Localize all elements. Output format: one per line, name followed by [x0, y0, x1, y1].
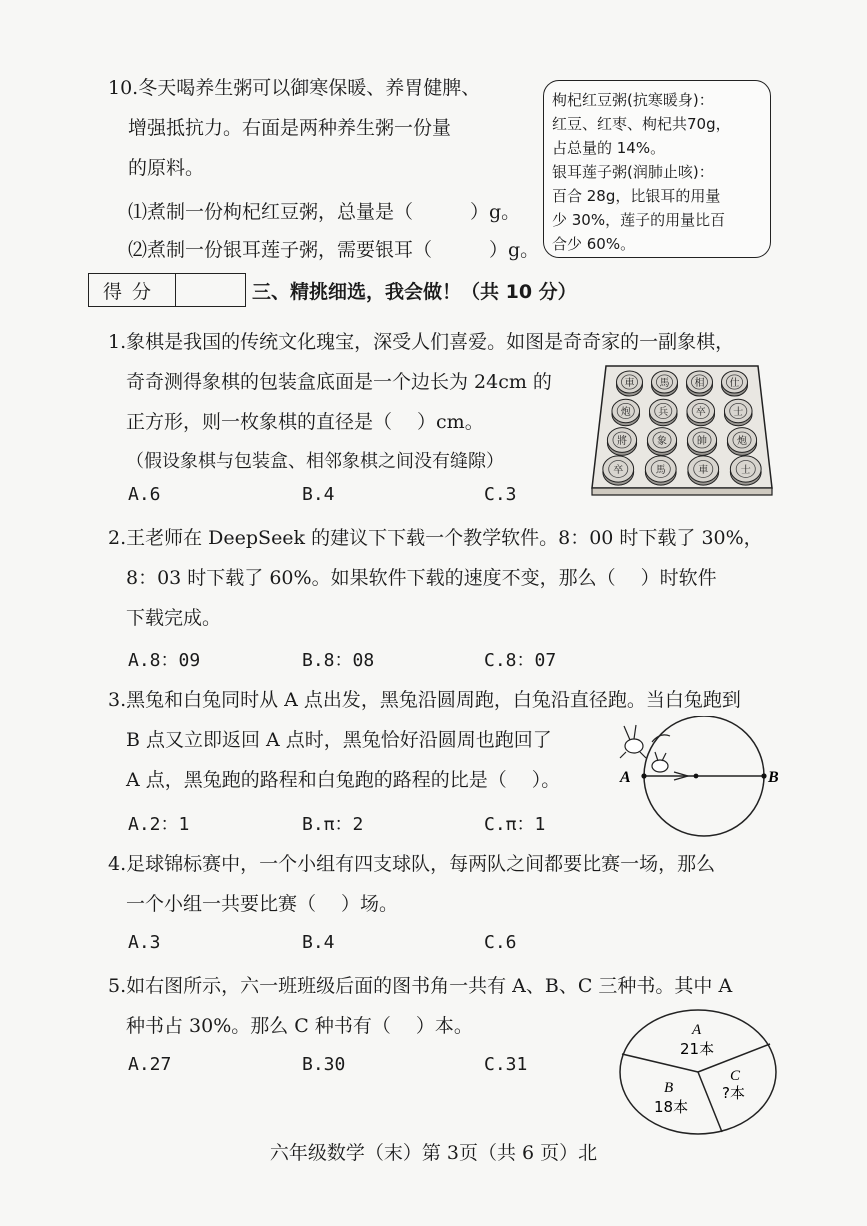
pie-figure — [618, 1008, 778, 1136]
chess-piece — [603, 456, 634, 485]
chess-piece — [687, 428, 716, 456]
chess-piece-label: 炮 — [737, 436, 747, 447]
ingredient-line: 红豆、红枣、枸杞共70g， — [552, 115, 731, 133]
q4-line-1: 4.足球锦标赛中，一个小组有四支球队，每两队之间都要比赛一场，那么 — [108, 853, 716, 875]
chess-piece — [687, 399, 715, 425]
q3-option-a: A.2：1 — [128, 814, 190, 835]
q10-line-3: 的原料。 — [128, 157, 205, 179]
chess-piece-label: 卒 — [613, 465, 624, 476]
ingredients-box — [543, 80, 771, 258]
pie-b-value: 18本 — [654, 1098, 689, 1116]
q1-option-a: A.6 — [128, 484, 161, 505]
q3-line-2: B 点又立即返回 A 点时，黑兔恰好沿圆周也跑回了 — [126, 729, 552, 751]
chess-piece — [617, 371, 643, 396]
ingredient-line: 枸杞红豆粥(抗寒暖身)： — [552, 91, 714, 109]
chess-piece-label: 將 — [617, 436, 627, 447]
chess-box-figure — [586, 358, 778, 498]
midpoint-dot — [694, 774, 699, 779]
score-box — [88, 273, 246, 307]
q2-option-a: A.8：09 — [128, 650, 201, 671]
score-label: 得分 — [89, 274, 176, 306]
q2-option-c: C.8：07 — [484, 650, 557, 671]
chess-piece-label: 馬 — [655, 465, 666, 476]
chess-piece — [727, 428, 756, 456]
chess-piece — [647, 428, 676, 456]
q2-line-1: 2.王老师在 DeepSeek 的建议下下载一个教学软件。8：00 时下载了 30%， — [108, 527, 763, 549]
chess-piece — [687, 371, 713, 396]
q10-line-2: 增强抵抗力。右面是两种养生粥一份量 — [128, 117, 452, 139]
ingredient-line: 合少 60%。 — [552, 235, 636, 253]
black-rabbit-icon — [620, 725, 646, 758]
page-footer: 六年级数学（末）第 3页（共 6 页）北 — [269, 1142, 598, 1164]
pie-a-value: 21本 — [680, 1040, 715, 1058]
q3-line-3: A 点，黑兔跑的路程和白兔跑的路程的比是（ ）。 — [126, 769, 561, 791]
q1-option-b: B.4 — [302, 484, 335, 505]
point-b-label: B — [768, 769, 779, 786]
q3-line-1: 3.黑兔和白兔同时从 A 点出发，黑兔沿圆周跑，白兔沿直径跑。当白兔跑到 — [108, 689, 741, 711]
chess-piece-label: 車 — [624, 378, 635, 389]
chess-piece — [730, 456, 761, 485]
chess-piece-label: 馬 — [659, 378, 670, 389]
q2-line-2: 8：03 时下载了 60%。如果软件下载的速度不变，那么（ ）时软件 — [126, 567, 717, 589]
chess-piece — [649, 399, 677, 425]
q5-line-1: 5.如右图所示，六一班班级后面的图书角一共有 A、B、C 三种书。其中 A — [108, 975, 733, 997]
q1-line-3: 正方形，则一枚象棋的直径是（ ）cm。 — [126, 411, 484, 433]
ingredient-line: 银耳莲子粥(润肺止咳)： — [552, 163, 714, 181]
chess-piece-label: 卒 — [695, 407, 706, 418]
pie-c-name: C — [730, 1068, 741, 1084]
chess-piece-label: 車 — [698, 465, 709, 476]
q2-option-b: B.8：08 — [302, 650, 375, 671]
chess-piece — [645, 456, 676, 485]
chess-piece-label: 仕 — [729, 378, 740, 389]
pie-a-name: A — [692, 1022, 702, 1038]
q3-option-b: B.π：2 — [302, 814, 364, 835]
q4-option-a: A.3 — [128, 932, 161, 953]
q10-subquestion-2: ⑵煮制一份银耳莲子粥，需要银耳（ ）g。 — [128, 239, 540, 261]
white-rabbit-icon — [652, 752, 668, 772]
q5-line-2: 种书占 30%。那么 C 种书有（ ）本。 — [126, 1015, 473, 1037]
q1-line-1: 1.象棋是我国的传统文化瑰宝，深受人们喜爱。如图是奇奇家的一副象棋， — [108, 331, 735, 353]
ingredient-line: 少 30%，莲子的用量比百 — [552, 211, 726, 229]
chess-piece-label: 兵 — [658, 407, 669, 418]
q5-option-b: B.30 — [302, 1054, 346, 1075]
chess-piece-label: 象 — [657, 436, 667, 447]
q4-line-2: 一个小组一共要比赛（ ）场。 — [126, 893, 399, 915]
chess-piece — [607, 428, 636, 456]
q1-option-c: C.3 — [484, 484, 517, 505]
pie-c-value: ?本 — [722, 1084, 745, 1102]
ingredient-line: 占总量的 14%。 — [552, 139, 666, 157]
pie-divider — [698, 1072, 722, 1132]
chess-piece — [724, 399, 752, 425]
point-a-dot — [641, 773, 646, 778]
q10-line-1: 10.冬天喝养生粥可以御寒保暖、养胃健脾、 — [108, 77, 481, 99]
ingredient-line: 百合 28g，比银耳的用量 — [552, 187, 721, 205]
q4-option-b: B.4 — [302, 932, 335, 953]
chess-piece-label: 士 — [733, 407, 744, 418]
q5-option-a: A.27 — [128, 1054, 172, 1075]
chess-piece-label: 炮 — [620, 407, 631, 418]
q4-option-c: C.6 — [484, 932, 517, 953]
chess-piece-label: 士 — [740, 465, 751, 476]
pie-b-name: B — [664, 1080, 674, 1096]
chess-piece — [688, 456, 719, 485]
q5-option-c: C.31 — [484, 1054, 528, 1075]
point-b-dot — [761, 773, 766, 778]
q3-option-c: C.π：1 — [484, 814, 546, 835]
chess-piece — [652, 371, 678, 396]
section-title: 三、精挑细选，我会做！（共 10 分） — [252, 281, 577, 303]
q1-line-2: 奇奇测得象棋的包装盒底面是一个边长为 24cm 的 — [126, 371, 552, 393]
q1-note: （假设象棋与包装盒、相邻象棋之间没有缝隙） — [126, 451, 504, 472]
chess-piece — [612, 399, 640, 425]
point-a-label: A — [620, 769, 631, 786]
chess-piece-label: 帥 — [697, 436, 707, 447]
q2-line-3: 下载完成。 — [126, 607, 222, 629]
chess-piece — [722, 371, 748, 396]
q10-subquestion-1: ⑴煮制一份枸杞红豆粥，总量是（ ）g。 — [128, 201, 521, 223]
circle-figure — [612, 716, 784, 838]
chess-piece-label: 相 — [694, 378, 705, 389]
